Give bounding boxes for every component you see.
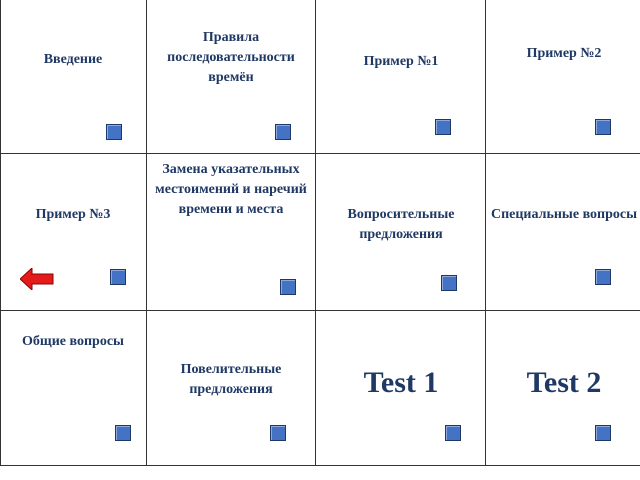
blue-square-icon[interactable]	[280, 279, 296, 295]
cell-example3-label[interactable]: Пример №3	[35, 207, 111, 222]
cell-replacement-label[interactable]: Замена указательных местоимений и наречий времени и места	[155, 162, 307, 217]
blue-square-icon[interactable]	[595, 425, 611, 441]
cell-example2-label[interactable]: Пример №2	[526, 46, 602, 61]
blue-square-icon[interactable]	[275, 124, 291, 140]
cell-imperative-label[interactable]: Повелительные предложения	[180, 362, 282, 397]
blue-square-icon[interactable]	[595, 119, 611, 135]
blue-square-icon[interactable]	[106, 124, 122, 140]
blue-square-icon[interactable]	[441, 275, 457, 291]
left-arrow-icon[interactable]	[20, 268, 54, 290]
blue-square-icon[interactable]	[115, 425, 131, 441]
cell-general-questions-label[interactable]: Общие вопросы	[22, 334, 124, 349]
blue-square-icon[interactable]	[270, 425, 286, 441]
blue-square-icon[interactable]	[595, 269, 611, 285]
blue-square-icon[interactable]	[445, 425, 461, 441]
cell-test1-label[interactable]: Test 1	[363, 366, 439, 399]
cell-special-questions-label[interactable]: Специальные вопросы	[490, 207, 638, 222]
blue-square-icon[interactable]	[435, 119, 451, 135]
cell-test2-label[interactable]: Test 2	[526, 366, 602, 399]
cell-tense-rules-label[interactable]: Правила последовательности времён	[167, 30, 295, 85]
blue-square-icon[interactable]	[110, 269, 126, 285]
cell-interrogative-label[interactable]: Вопросительные предложения	[347, 207, 455, 242]
cell-intro-label[interactable]: Введение	[43, 52, 103, 67]
cell-example1-label[interactable]: Пример №1	[363, 54, 439, 69]
